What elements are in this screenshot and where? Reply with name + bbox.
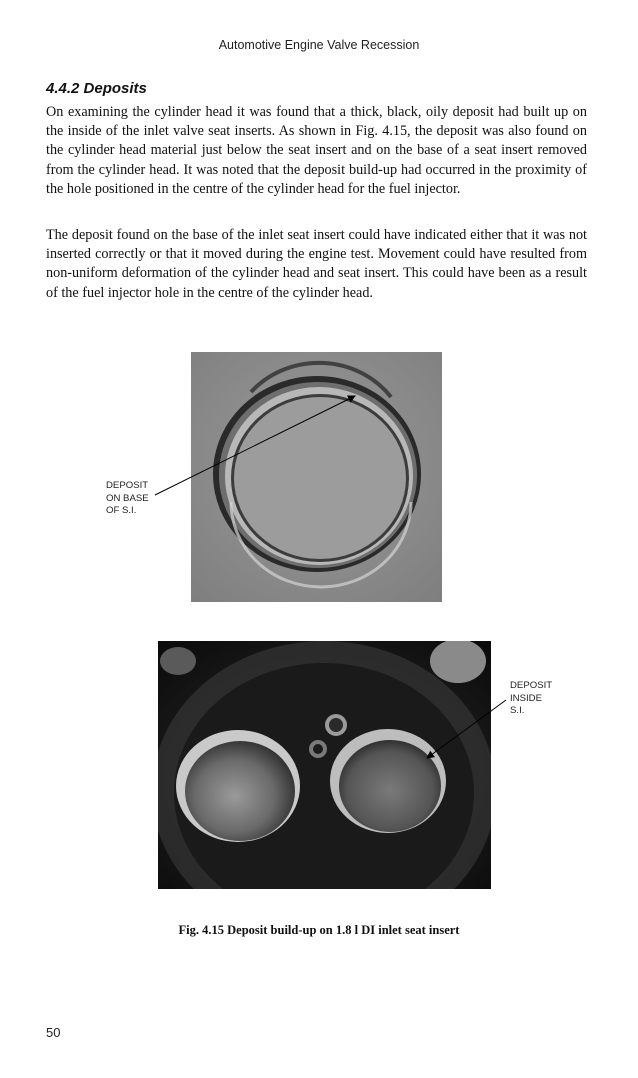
callout-deposit-on-base: DEPOSIT ON BASE OF S.I. bbox=[106, 480, 149, 516]
paragraph-1: On examining the cylinder head it was found that a thick, black, oily deposit had built up on the inside of the inlet valve seat inserts. As shown in Fig. 4.15, the deposit was also found on the cylinder head material just below the seat insert and on the base of a seat insert removed from the cylinder head. It was noted that the deposit build-up had occurred in the proximity of the hole positioned in the centre of the cylinder head for the fuel injector. bbox=[46, 104, 587, 197]
section-heading: 4.4.2 Deposits bbox=[46, 80, 147, 97]
callout-deposit-inside: DEPOSIT INSIDE S.I. bbox=[510, 680, 553, 716]
figure-caption: Fig. 4.15 Deposit build-up on 1.8 l DI inlet seat insert bbox=[178, 923, 460, 937]
running-head: Automotive Engine Valve Recession bbox=[218, 38, 420, 52]
page-number: 50 bbox=[46, 1025, 61, 1040]
paragraph-2: The deposit found on the base of the inlet seat insert could have indicated either that it was not inserted correctly or that it moved during the engine test. Movement could have resulted from non-uniform deformation of the cylinder head and seat insert. This could have been as a result of the fuel injector hole in the centre of the cylinder head. bbox=[46, 227, 587, 301]
